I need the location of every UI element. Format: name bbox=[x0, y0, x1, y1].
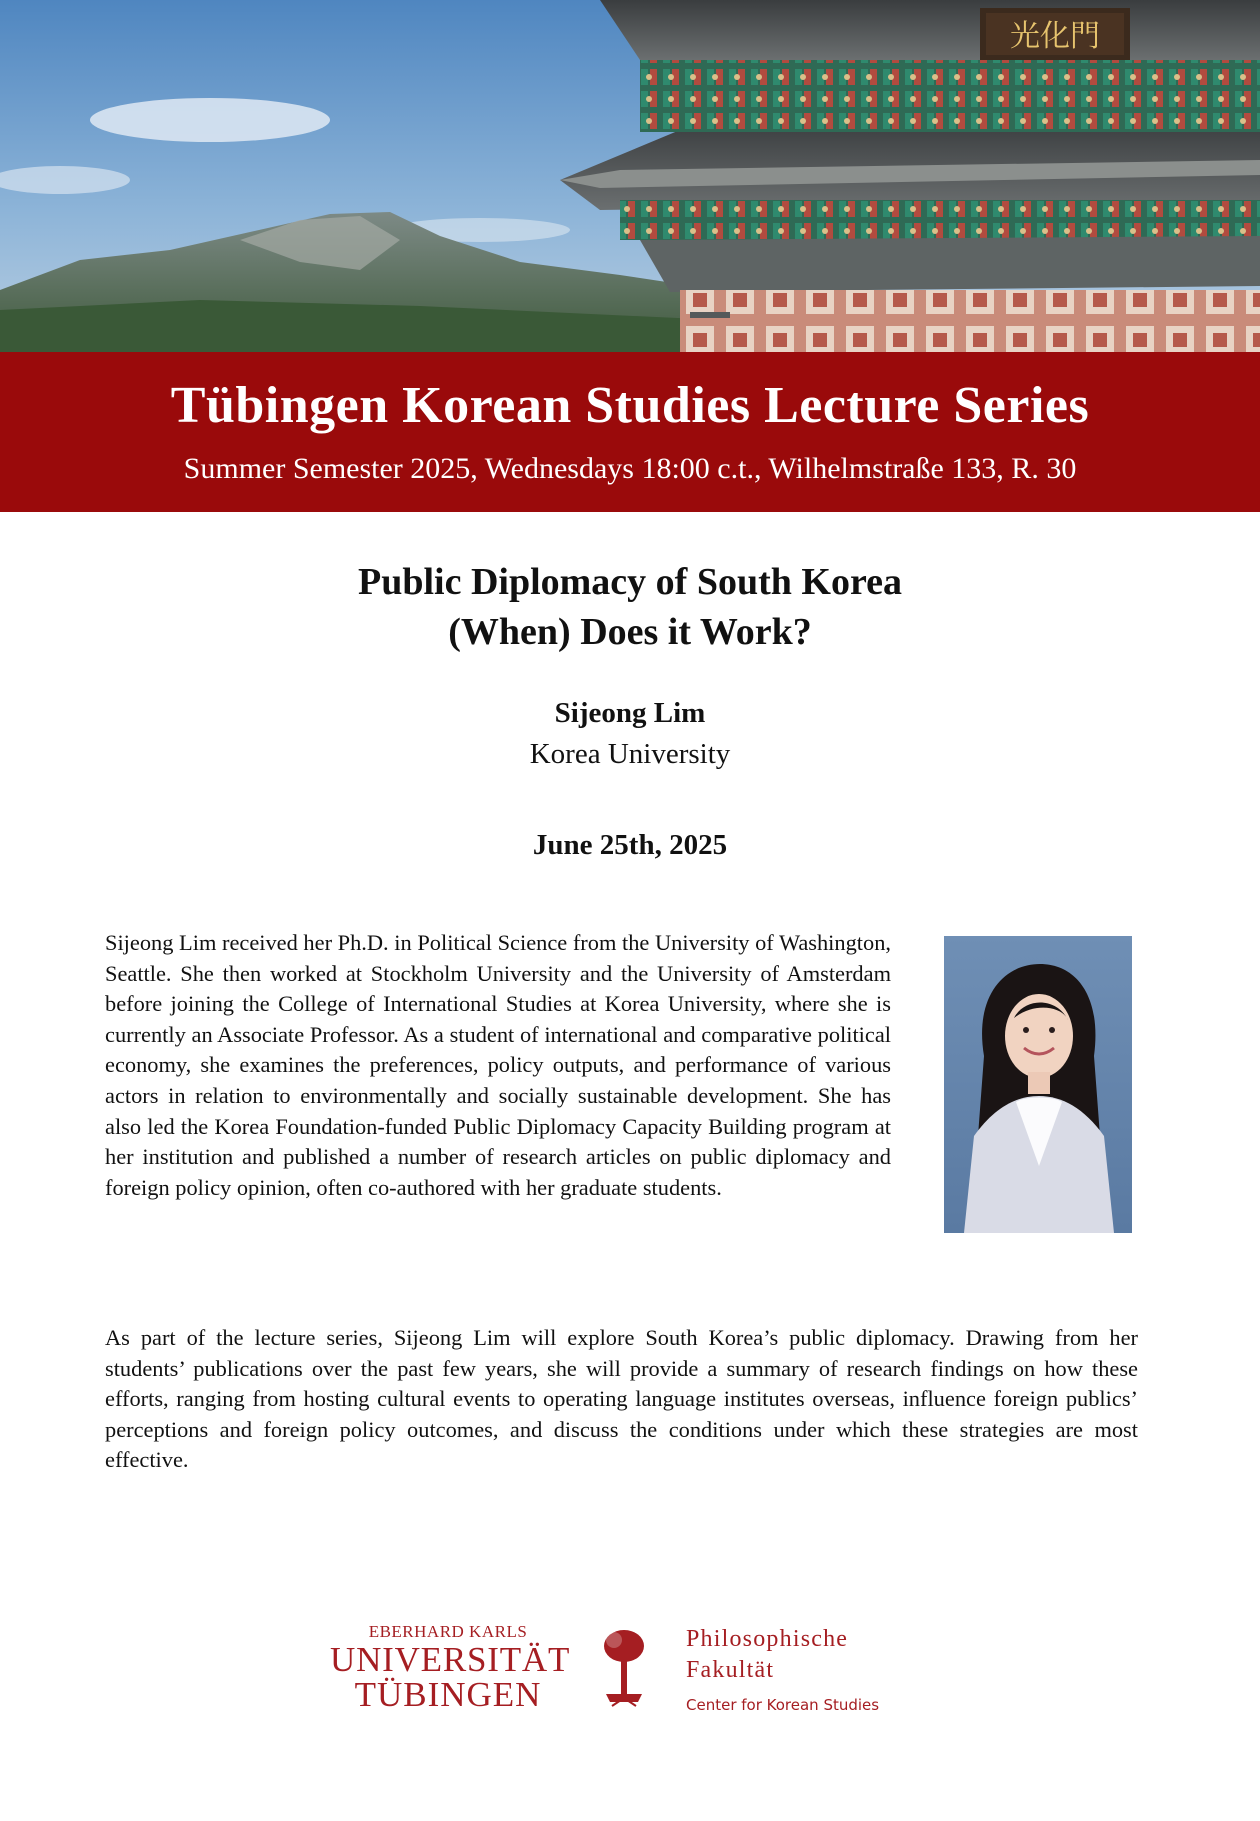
lecture-abstract: As part of the lecture series, Sijeong Lim will explore South Korea’s public diplomacy. Drawing from her students’ publications over the past few years, she will provide a summary of research findings on how these efforts, ranging from hosting cultural events to operating language institutes overseas, influence foreign publics’ perceptions and foreign policy outcomes, and discuss the conditions under which these strategies are most effective. bbox=[105, 1325, 1138, 1473]
event-date: June 25th, 2025 bbox=[532, 829, 728, 861]
gate-sign: 光化門 bbox=[1010, 19, 1100, 54]
faculty-logo-line3: Center for Korean Studies bbox=[686, 1696, 880, 1714]
faculty-logo-line1: Philosophische bbox=[686, 1626, 849, 1652]
faculty-logo bbox=[686, 1626, 879, 1714]
university-logo bbox=[330, 1622, 571, 1714]
lecture-title-line2: (When) Does it Work? bbox=[448, 611, 812, 653]
series-banner bbox=[0, 352, 1260, 512]
speaker-portrait bbox=[944, 936, 1132, 1233]
palm-tree-icon bbox=[600, 1628, 648, 1708]
university-logo-line2: UNIVERSITÄT bbox=[330, 1640, 571, 1679]
series-title: Tübingen Korean Studies Lecture Series bbox=[170, 377, 1090, 434]
speaker-bio: Sijeong Lim received her Ph.D. in Political Science from the University of Washington, Seattle. She then worked at Stockholm University and the University of Amsterdam before joining the College of International Studies at Korea University, where she is currently an Associate Professor. As a student of international and comparative political economy, she examines the preferences, policy outputs, and performance of various actors in relation to environmentally and socially sustainable development. She has also led the Korea Foundation-funded Public Diplomacy Capacity Building program at her institution and published a number of research articles on public diplomacy and foreign policy opinion, often co-authored with her graduate students. bbox=[105, 930, 891, 1200]
speaker-name: Sijeong Lim bbox=[554, 697, 706, 729]
speaker-photo bbox=[944, 936, 1132, 1233]
faculty-logo-line2: Fakultät bbox=[686, 1657, 775, 1683]
hero-photo bbox=[0, 0, 1260, 352]
university-logo-line3: TÜBINGEN bbox=[354, 1675, 542, 1714]
university-logo-line1: EBERHARD KARLS bbox=[368, 1622, 528, 1641]
lecture-title-line1: Public Diplomacy of South Korea bbox=[358, 561, 902, 603]
gyeongbokgung-photo bbox=[0, 0, 1260, 352]
series-schedule: Summer Semester 2025, Wednesdays 18:00 c.t., Wilhelmstraße 133, R. 30 bbox=[183, 452, 1077, 485]
speaker-affiliation: Korea University bbox=[529, 738, 731, 770]
